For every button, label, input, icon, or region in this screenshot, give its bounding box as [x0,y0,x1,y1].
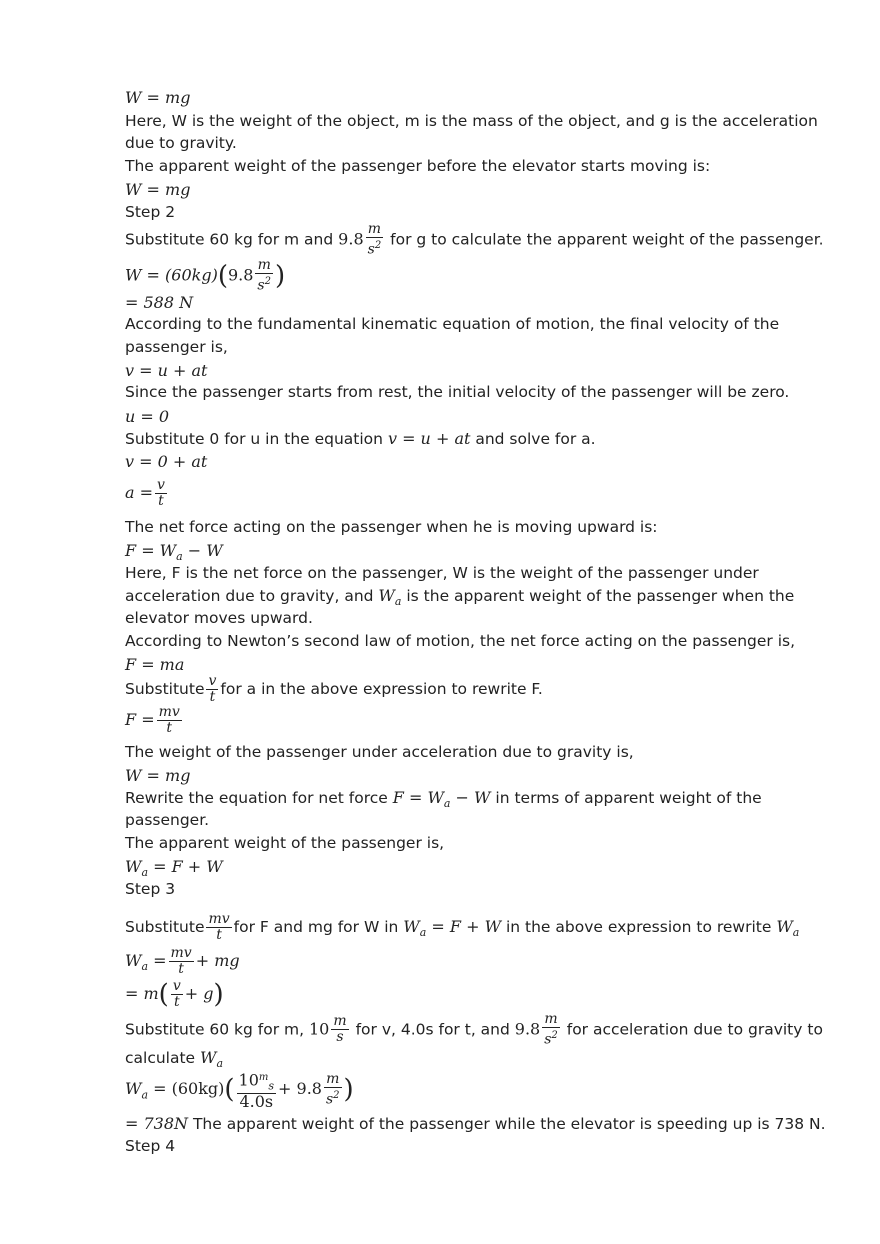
text-line: Substitute 0 for u in the equation v = u + at and solve for a. [125,429,596,448]
equation-velocity: v = 0 + at [125,452,208,471]
text-line: Rewrite the equation for net force $F = W_a - W$ in terms of apparent weight of the [125,788,762,811]
equation-kinematic: v = u + at [125,361,208,380]
text-line: acceleration due to gravity, and $W_a$ is the apparent weight of the passenger when the [125,586,795,609]
equation-weight: W = mg [125,180,191,199]
text-line: = 738N The apparent weight of the passenger while the elevator is speeding up is 738 N. [125,1114,826,1133]
text-line: Here, F is the net force on the passenger, W is the weight of the passenger under [125,564,759,582]
step-heading: Step 4 [125,1137,176,1155]
equation-newton-second-law: F = ma [125,655,185,674]
text-line: Substitute 60 kg for m, 10 $\frac{m}{s}$ for v, 4.0s for t, and 9.8 $\frac{m}{s^2}$ for acceleration due to gravity to [125,1011,823,1048]
equation-weight: W = mg [125,766,191,785]
text-line: According to Newton’s second law of motion, the net force acting on the passenger is, [125,632,796,650]
step-heading: Step 3 [125,880,176,898]
text-line: The weight of the passenger under acceleration due to gravity is, [125,743,634,761]
equation-numeric-substitution: $W_a = (60kg)$( $\frac{10^m_s}{4.0s}$ + 9.8 $\frac{m}{s^2}$ ) [125,1070,354,1112]
text-line: Since the passenger starts from rest, the initial velocity of the passenger will be zero. [125,383,790,401]
equation-apparent-weight: $W_a = F + W$ [125,857,223,880]
text-line: elevator moves upward. [125,609,313,627]
equation-weight: W = mg [125,88,191,107]
equation-apparent-weight-expanded: $W_a$ = $\frac{mv}{t}$ + mg [125,945,240,977]
equation-substitution: W = (60kg)(9.8 $\frac{m}{s^2}$ ) [125,257,286,294]
text-line: Substitute $\frac{v}{t}$ for a in the above expression to rewrite F. [125,673,543,705]
equation-net-force: $F = W_a - W$ [125,541,223,564]
text-line: The apparent weight of the passenger is, [125,834,445,852]
equation-factored: = m( $\frac{v}{t}$ + g) [125,978,224,1010]
text-line: According to the fundamental kinematic equation of motion, the final velocity of the [125,315,780,333]
equation-force-rewrite: F = $\frac{mv}{t}$ [125,704,180,736]
text-line: Substitute 60 kg for m and 9.8 $\frac{m}{s^2}$ for g to calculate the apparent weight of the passenger. [125,221,824,258]
text-line: passenger. [125,811,210,829]
text-line: passenger is, [125,338,228,356]
equation-acceleration: a = $\frac{v}{t}$ [125,477,165,509]
equation-result: = 588 N [125,293,194,312]
text-line: The apparent weight of the passenger before the elevator starts moving is: [125,157,711,175]
text-line: calculate $W_a$ [125,1048,224,1071]
equation-initial-velocity: u = 0 [125,407,170,426]
text-line: due to gravity. [125,134,237,152]
step-heading: Step 2 [125,203,176,221]
text-line: Substitute $\frac{mv}{t}$ for F and mg for W in $W_a = F + W$ in the above expression to rewrite $W_a$ [125,911,800,943]
text-line: The net force acting on the passenger when he is moving upward is: [125,518,658,536]
text-line: Here, W is the weight of the object, m is the mass of the object, and g is the acceleration [125,112,818,130]
